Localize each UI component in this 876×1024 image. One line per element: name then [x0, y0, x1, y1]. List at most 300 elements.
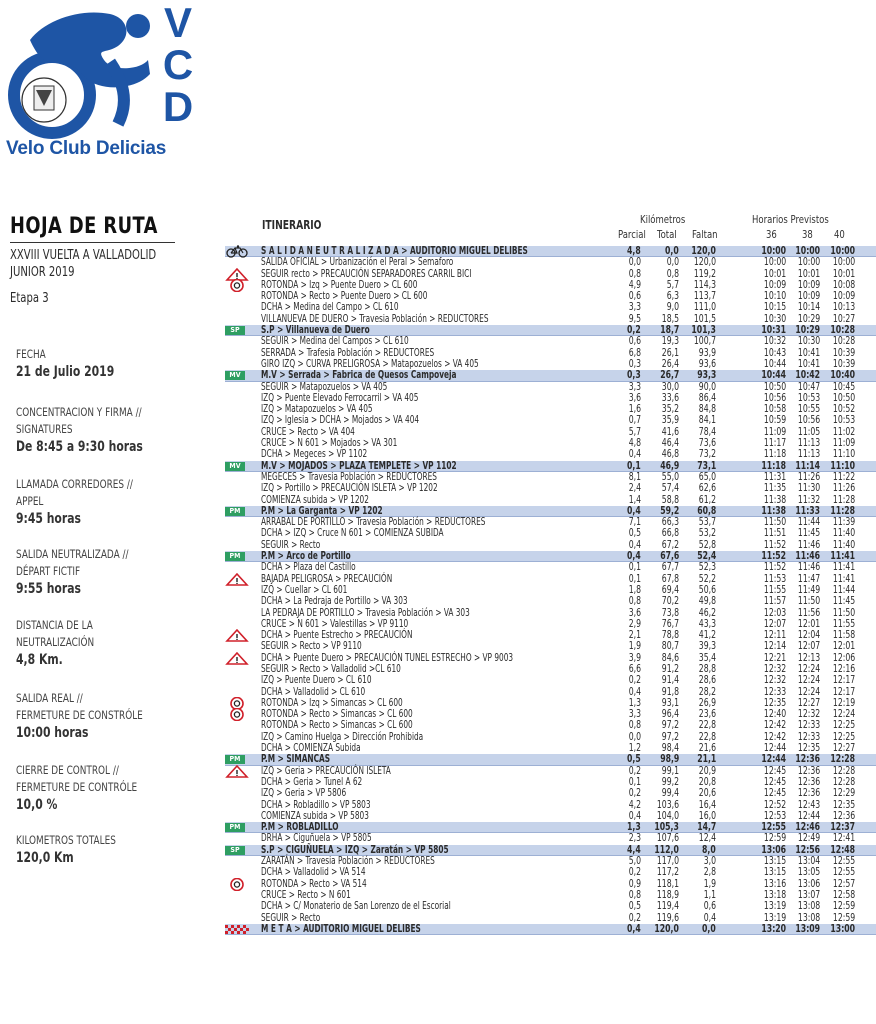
km-faltan: 93,9: [698, 346, 716, 359]
col-38: 38: [802, 228, 813, 241]
km-total: 57,4: [661, 482, 679, 495]
km-faltan: 93,3: [696, 369, 716, 382]
route-instruction: DCHA > Robladillo > VP 5803: [261, 798, 371, 811]
time-40: 12:25: [832, 730, 855, 743]
time-36: 12:32: [763, 674, 786, 687]
km-total: 0,0: [666, 256, 679, 269]
time-38: 12:36: [797, 764, 820, 777]
km-total: 26,7: [659, 369, 679, 382]
km-faltan: 28,8: [698, 662, 716, 675]
km-faltan: 43,3: [698, 617, 716, 630]
time-36: 12:07: [763, 617, 786, 630]
time-38: 10:29: [797, 312, 820, 325]
info-block: [16, 346, 186, 382]
time-38: 11:32: [797, 493, 820, 506]
time-36: 10:10: [763, 290, 786, 303]
time-36: 13:19: [763, 911, 786, 924]
km-total: 91,4: [661, 674, 679, 687]
time-36: 13:19: [763, 900, 786, 913]
km-parcial: 4,4: [627, 843, 641, 856]
km-parcial: 0,8: [628, 595, 641, 608]
km-parcial: 0,6: [628, 290, 641, 303]
time-38: 11:30: [797, 482, 820, 495]
km-faltan: 39,3: [698, 640, 716, 653]
km-total: 96,4: [661, 708, 679, 721]
route-instruction: P.M > Arco de Portillo: [261, 550, 351, 563]
club-name: Velo Club Delicias: [6, 138, 167, 159]
time-40: 12:41: [832, 832, 855, 845]
km-total: 99,2: [661, 775, 679, 788]
time-36: 12:35: [763, 696, 786, 709]
time-38: 11:05: [797, 425, 820, 438]
time-36: 11:52: [763, 561, 786, 574]
table-row-highlight: [225, 924, 876, 935]
km-parcial: 0,2: [628, 787, 641, 800]
time-36: 12:44: [761, 753, 786, 766]
time-40: 10:27: [832, 312, 855, 325]
roundabout-icon: [225, 708, 249, 721]
time-40: 11:09: [832, 437, 855, 450]
time-36: 11:09: [763, 425, 786, 438]
race-name: XXVIII VUELTA A VALLADOLID: [10, 248, 157, 263]
km-faltan: 113,7: [693, 290, 716, 303]
km-faltan: 86,4: [698, 391, 716, 404]
km-faltan: 73,2: [698, 448, 716, 461]
km-faltan: 21,6: [698, 742, 716, 755]
km-parcial: 0,7: [628, 414, 641, 427]
km-parcial: 0,8: [628, 267, 641, 280]
km-faltan: 20,8: [698, 775, 716, 788]
km-faltan: 41,2: [698, 629, 716, 642]
route-instruction: ARRABAL DE PORTILLO > Travesia Población > REDUCTORES: [261, 516, 486, 529]
warning-icon: [225, 652, 249, 665]
km-total: 18,7: [659, 324, 679, 337]
time-36: 11:31: [763, 470, 786, 483]
km-faltan: 120,0: [691, 245, 716, 257]
time-38: 10:56: [797, 414, 820, 427]
time-38: 12:24: [797, 685, 820, 698]
time-36: 11:50: [763, 516, 786, 529]
route-instruction: DRHA > Ciguñuela > VP 5805: [261, 832, 372, 845]
km-total: 98,9: [659, 753, 679, 766]
time-40: 11:22: [832, 470, 855, 483]
time-40: 12:59: [832, 900, 855, 913]
time-40: 12:58: [832, 888, 855, 901]
route-instruction: ZARATÁN > Travesia Población > REDUCTORES: [261, 855, 435, 868]
km-total: 98,4: [661, 742, 679, 755]
route-instruction: VILLANUEVA DE DUERO > Travesia Población > REDUCTORES: [261, 312, 489, 325]
info-label: CONCENTRACION Y FIRMA //: [16, 405, 142, 419]
km-total: 78,8: [661, 629, 679, 642]
time-40: 11:28: [832, 493, 855, 506]
km-faltan: 3,0: [703, 855, 716, 868]
time-36: 10:32: [763, 335, 786, 348]
time-36: 11:55: [763, 583, 786, 596]
info-label: LLAMADA CORREDORES //: [16, 477, 133, 491]
time-38: 10:53: [797, 391, 820, 404]
time-40: 12:16: [832, 662, 855, 675]
km-faltan: 21,1: [696, 753, 716, 766]
km-total: 119,4: [656, 900, 679, 913]
km-faltan: 12,4: [698, 832, 716, 845]
col-40: 40: [834, 228, 845, 241]
km-faltan: 16,0: [698, 809, 716, 822]
time-38: 11:13: [797, 437, 820, 450]
time-36: 12:32: [763, 662, 786, 675]
time-40: 12:37: [830, 821, 855, 834]
km-parcial: 0,4: [627, 550, 641, 563]
km-total: 97,2: [661, 719, 679, 732]
time-38: 11:46: [797, 561, 820, 574]
time-40: 12:57: [832, 877, 855, 890]
info-value: 9:55 horas: [16, 581, 81, 597]
km-parcial: 8,1: [628, 470, 641, 483]
km-parcial: 1,2: [628, 742, 641, 755]
km-total: 18,5: [661, 312, 679, 325]
km-faltan: 22,8: [698, 719, 716, 732]
km-parcial: 0,3: [628, 357, 641, 370]
time-38: 12:56: [795, 843, 820, 856]
route-instruction: M.V > Serrada > Fabrica de Quesos Campoveja: [261, 369, 457, 382]
route-instruction: ROTONDA > Recto > Simancas > CL 600: [261, 719, 413, 732]
km-header: Kilómetros: [640, 213, 686, 226]
km-faltan: 49,8: [698, 595, 716, 608]
route-instruction: SEGUIR > Recto > VP 9110: [261, 640, 362, 653]
club-logo: [0, 0, 200, 170]
km-parcial: 4,8: [628, 437, 641, 450]
time-38: 11:33: [795, 504, 820, 517]
km-total: 67,7: [661, 561, 679, 574]
time-40: 11:40: [832, 527, 855, 540]
sprint-badge-icon: SP: [225, 324, 249, 337]
info-block: [16, 617, 186, 670]
time-40: 10:00: [832, 256, 855, 269]
time-40: 12:28: [832, 775, 855, 788]
km-parcial: 2,4: [628, 482, 641, 495]
time-40: 10:52: [832, 403, 855, 416]
time-40: 12:17: [832, 674, 855, 687]
time-38: 10:00: [795, 245, 820, 257]
km-parcial: 0,8: [628, 719, 641, 732]
km-total: 107,6: [656, 832, 679, 845]
col-parcial: Parcial: [618, 228, 646, 241]
km-faltan: 100,7: [693, 335, 716, 348]
km-total: 91,2: [661, 662, 679, 675]
time-36: 11:52: [761, 550, 786, 563]
time-36: 10:59: [763, 414, 786, 427]
route-instruction: P.M > SIMANCAS: [261, 753, 331, 766]
info-label: DÉPART FICTIF: [16, 564, 81, 578]
km-faltan: 119,2: [693, 267, 716, 280]
stage-label: Etapa 3: [10, 291, 49, 306]
col-total: Total: [657, 228, 677, 241]
route-instruction: DCHA > Medina del Campo > CL 610: [261, 301, 399, 314]
mountain-prize-badge-icon: PM: [225, 550, 249, 563]
time-36: 10:44: [763, 357, 786, 370]
km-faltan: 114,3: [693, 278, 716, 291]
km-parcial: 0,1: [628, 572, 641, 585]
km-faltan: 8,0: [702, 843, 716, 856]
route-instruction: DCHA > IZQ > Cruce N 601 > COMIENZA SUBIDA: [261, 527, 444, 540]
route-instruction: S.P > Villanueva de Duero: [261, 324, 370, 337]
km-faltan: 0,6: [703, 900, 716, 913]
time-38: 12:04: [797, 629, 820, 642]
km-total: 99,1: [661, 764, 679, 777]
km-parcial: 2,1: [628, 629, 641, 642]
km-faltan: 20,9: [698, 764, 716, 777]
km-total: 119,6: [656, 911, 679, 924]
km-faltan: 52,8: [698, 538, 716, 551]
time-38: 11:46: [797, 538, 820, 551]
info-value: 4,8 Km.: [16, 652, 63, 668]
time-38: 10:01: [797, 267, 820, 280]
km-total: 103,6: [656, 798, 679, 811]
info-label: SALIDA REAL //: [16, 691, 83, 705]
time-38: 10:47: [797, 380, 820, 393]
km-parcial: 3,3: [628, 708, 641, 721]
time-38: 10:55: [797, 403, 820, 416]
km-faltan: 50,6: [698, 583, 716, 596]
km-parcial: 6,6: [628, 662, 641, 675]
meta-volante-badge-icon: MV: [225, 460, 249, 473]
km-total: 73,8: [661, 606, 679, 619]
km-faltan: 101,5: [693, 312, 716, 325]
km-parcial: 0,9: [628, 877, 641, 890]
time-38: 12:36: [795, 753, 820, 766]
time-36: 11:35: [763, 482, 786, 495]
route-instruction: IZQ > Geria > VP 5806: [261, 787, 347, 800]
time-38: 12:13: [797, 651, 820, 664]
route-instruction: MEGECES > Travesia Población > REDUCTORES: [261, 470, 437, 483]
info-value: 9:45 horas: [16, 511, 81, 527]
route-instruction: SEGUIR recto > PRECAUCIÓN SEPARADORES CARRIL BICI: [261, 267, 472, 280]
vcd-letters: V C D: [162, 0, 194, 130]
route-instruction: DCHA > C/ Monaterio de San Lorenzo de el Escorial: [261, 900, 451, 913]
km-total: 120,0: [654, 922, 679, 935]
time-40: 10:28: [832, 335, 855, 348]
km-parcial: 4,2: [628, 798, 641, 811]
km-total: 35,9: [661, 414, 679, 427]
km-parcial: 0,0: [628, 256, 641, 269]
km-faltan: 14,7: [696, 821, 716, 834]
info-value: 120,0 Km: [16, 850, 74, 866]
info-label: FECHA: [16, 347, 46, 361]
time-36: 10:43: [763, 346, 786, 359]
km-faltan: 28,6: [698, 674, 716, 687]
km-faltan: 61,2: [698, 493, 716, 506]
km-parcial: 5,0: [628, 855, 641, 868]
km-parcial: 6,8: [628, 346, 641, 359]
time-38: 10:41: [797, 357, 820, 370]
time-40: 13:00: [830, 922, 855, 935]
time-40: 10:39: [832, 357, 855, 370]
km-parcial: 0,4: [627, 922, 641, 935]
time-38: 11:46: [795, 550, 820, 563]
route-instruction: S A L I D A N E U T R A L I Z A D A > AUDITORIO MIGUEL DELIBES: [261, 245, 528, 257]
time-38: 10:42: [795, 369, 820, 382]
itinerary-header: ITINERARIO: [262, 218, 322, 232]
time-40: 12:59: [832, 911, 855, 924]
time-38: 10:30: [797, 335, 820, 348]
km-total: 26,4: [661, 357, 679, 370]
route-instruction: ROTONDA > Recto > VA 514: [261, 877, 367, 890]
time-36: 10:30: [763, 312, 786, 325]
time-38: 12:33: [797, 730, 820, 743]
time-36: 12:45: [763, 787, 786, 800]
km-total: 105,3: [654, 821, 679, 834]
time-36: 12:59: [763, 832, 786, 845]
km-total: 118,1: [656, 877, 679, 890]
time-40: 10:40: [830, 369, 855, 382]
info-value: 10,0 %: [16, 797, 58, 813]
time-36: 13:15: [763, 855, 786, 868]
km-parcial: 0,3: [627, 369, 641, 382]
route-instruction: IZQ > Puente Elevado Ferrocarril > VA 405: [261, 391, 419, 404]
info-block: [16, 476, 186, 529]
time-40: 12:27: [832, 742, 855, 755]
time-40: 12:29: [832, 787, 855, 800]
route-instruction: SEGUIR > Medina del Campos > CL 610: [261, 335, 409, 348]
km-faltan: 1,1: [703, 888, 716, 901]
route-instruction: SEGUIR > Recto: [261, 911, 321, 924]
time-40: 12:48: [830, 843, 855, 856]
time-40: 11:39: [832, 516, 855, 529]
time-38: 12:27: [797, 696, 820, 709]
time-40: 10:09: [832, 290, 855, 303]
time-38: 10:09: [797, 290, 820, 303]
info-label: SIGNATURES: [16, 422, 73, 436]
time-36: 11:51: [763, 527, 786, 540]
route-instruction: GIRO IZQ > CURVA PRELIGROSA > Matapozuelos > VA 405: [261, 357, 479, 370]
km-parcial: 0,2: [628, 911, 641, 924]
time-36: 10:15: [763, 301, 786, 314]
route-instruction: IZQ > Iglesia > DCHA > Mojados > VA 404: [261, 414, 420, 427]
time-40: 10:13: [832, 301, 855, 314]
km-total: 76,7: [661, 617, 679, 630]
km-total: 67,8: [661, 572, 679, 585]
info-block: [16, 690, 186, 743]
time-36: 12:21: [763, 651, 786, 664]
route-instruction: CRUCE > N 601 > Valestillas > VP 9110: [261, 617, 409, 630]
time-36: 10:31: [761, 324, 786, 337]
km-faltan: 90,0: [698, 380, 716, 393]
time-38: 12:49: [797, 832, 820, 845]
km-faltan: 16,4: [698, 798, 716, 811]
time-38: 11:56: [797, 606, 820, 619]
km-parcial: 0,8: [628, 888, 641, 901]
time-36: 11:17: [763, 437, 786, 450]
time-40: 12:28: [830, 753, 855, 766]
km-faltan: 53,2: [698, 527, 716, 540]
time-38: 12:36: [797, 775, 820, 788]
time-36: 10:50: [763, 380, 786, 393]
km-parcial: 0,1: [628, 775, 641, 788]
col-faltan: Faltan: [692, 228, 718, 241]
km-total: 19,3: [661, 335, 679, 348]
time-40: 11:58: [832, 629, 855, 642]
time-36: 11:53: [763, 572, 786, 585]
km-total: 117,2: [656, 866, 679, 879]
time-36: 13:20: [761, 922, 786, 935]
km-parcial: 0,1: [628, 561, 641, 574]
info-label: KILOMETROS TOTALES: [16, 833, 116, 847]
time-38: 12:07: [797, 640, 820, 653]
route-instruction: DCHA > Puente Estrecho > PRECAUCIÓN: [261, 629, 413, 642]
route-instruction: P.M > ROBLADILLO: [261, 821, 339, 834]
km-total: 91,8: [661, 685, 679, 698]
km-parcial: 0,2: [628, 674, 641, 687]
time-40: 10:08: [832, 278, 855, 291]
time-38: 11:14: [795, 459, 820, 472]
time-38: 11:45: [797, 527, 820, 540]
km-parcial: 9,5: [628, 312, 641, 325]
route-instruction: SEGUIR > Recto: [261, 538, 321, 551]
time-36: 12:40: [763, 708, 786, 721]
km-parcial: 5,7: [628, 425, 641, 438]
mountain-prize-badge-icon: PM: [225, 821, 249, 834]
bicycle-icon: [225, 245, 249, 258]
time-36: 12:33: [763, 685, 786, 698]
time-36: 10:01: [763, 267, 786, 280]
time-40: 11:44: [832, 583, 855, 596]
route-instruction: S.P > CIGUÑUELA > IZQ > Zaratán > VP 5805: [261, 843, 449, 856]
km-parcial: 1,3: [627, 821, 641, 834]
time-40: 12:35: [832, 798, 855, 811]
route-instruction: DCHA > Puente Duero > PRECAUCIÓN TUNEL ESTRECHO > VP 9003: [261, 651, 514, 664]
time-38: 11:13: [797, 448, 820, 461]
km-parcial: 0,2: [627, 324, 641, 337]
time-40: 12:19: [832, 696, 855, 709]
time-36: 13:06: [761, 843, 786, 856]
time-38: 13:08: [797, 911, 820, 924]
route-instruction: BAJADA PELIGROSA > PRECAUCIÓN: [261, 572, 393, 585]
route-instruction: COMIENZA subida > VP 1202: [261, 493, 369, 506]
time-38: 11:44: [797, 516, 820, 529]
time-40: 11:50: [832, 606, 855, 619]
km-parcial: 3,9: [628, 651, 641, 664]
info-label: FERMETURE DE CONSTRÓLE: [16, 708, 143, 722]
time-38: 13:09: [795, 922, 820, 935]
time-38: 10:41: [797, 346, 820, 359]
km-total: 30,0: [661, 380, 679, 393]
time-36: 11:38: [761, 504, 786, 517]
km-total: 46,4: [661, 437, 679, 450]
time-36: 13:18: [763, 888, 786, 901]
km-total: 80,7: [661, 640, 679, 653]
time-40: 11:41: [832, 561, 855, 574]
time-36: 13:16: [763, 877, 786, 890]
finish-flag-icon: [225, 923, 249, 936]
time-40: 12:36: [832, 809, 855, 822]
times-header: Horarios Previstos: [752, 213, 829, 226]
km-total: 46,9: [659, 459, 679, 472]
route-instruction: LA PEDRAJA DE PORTILLO > Travesia Población > VA 303: [261, 606, 470, 619]
time-36: 12:52: [763, 798, 786, 811]
time-40: 11:28: [830, 504, 855, 517]
km-parcial: 1,6: [628, 403, 641, 416]
km-total: 69,4: [661, 583, 679, 596]
route-instruction: M E T A > AUDITORIO MIGUEL DELIBES: [261, 922, 421, 935]
km-parcial: 1,3: [628, 696, 641, 709]
km-faltan: 1,9: [703, 877, 716, 890]
km-total: 0,8: [666, 267, 679, 280]
route-instruction: ROTONDA > Izq > Puente Duero > CL 600: [261, 278, 418, 291]
time-36: 12:14: [763, 640, 786, 653]
sidebar: [10, 214, 178, 306]
route-instruction: M.V > MOJADOS > PLAZA TEMPLETE > VP 1102: [261, 459, 457, 472]
col-36: 36: [766, 228, 777, 241]
route-instruction: DCHA > Valladolid > VA 514: [261, 866, 366, 879]
